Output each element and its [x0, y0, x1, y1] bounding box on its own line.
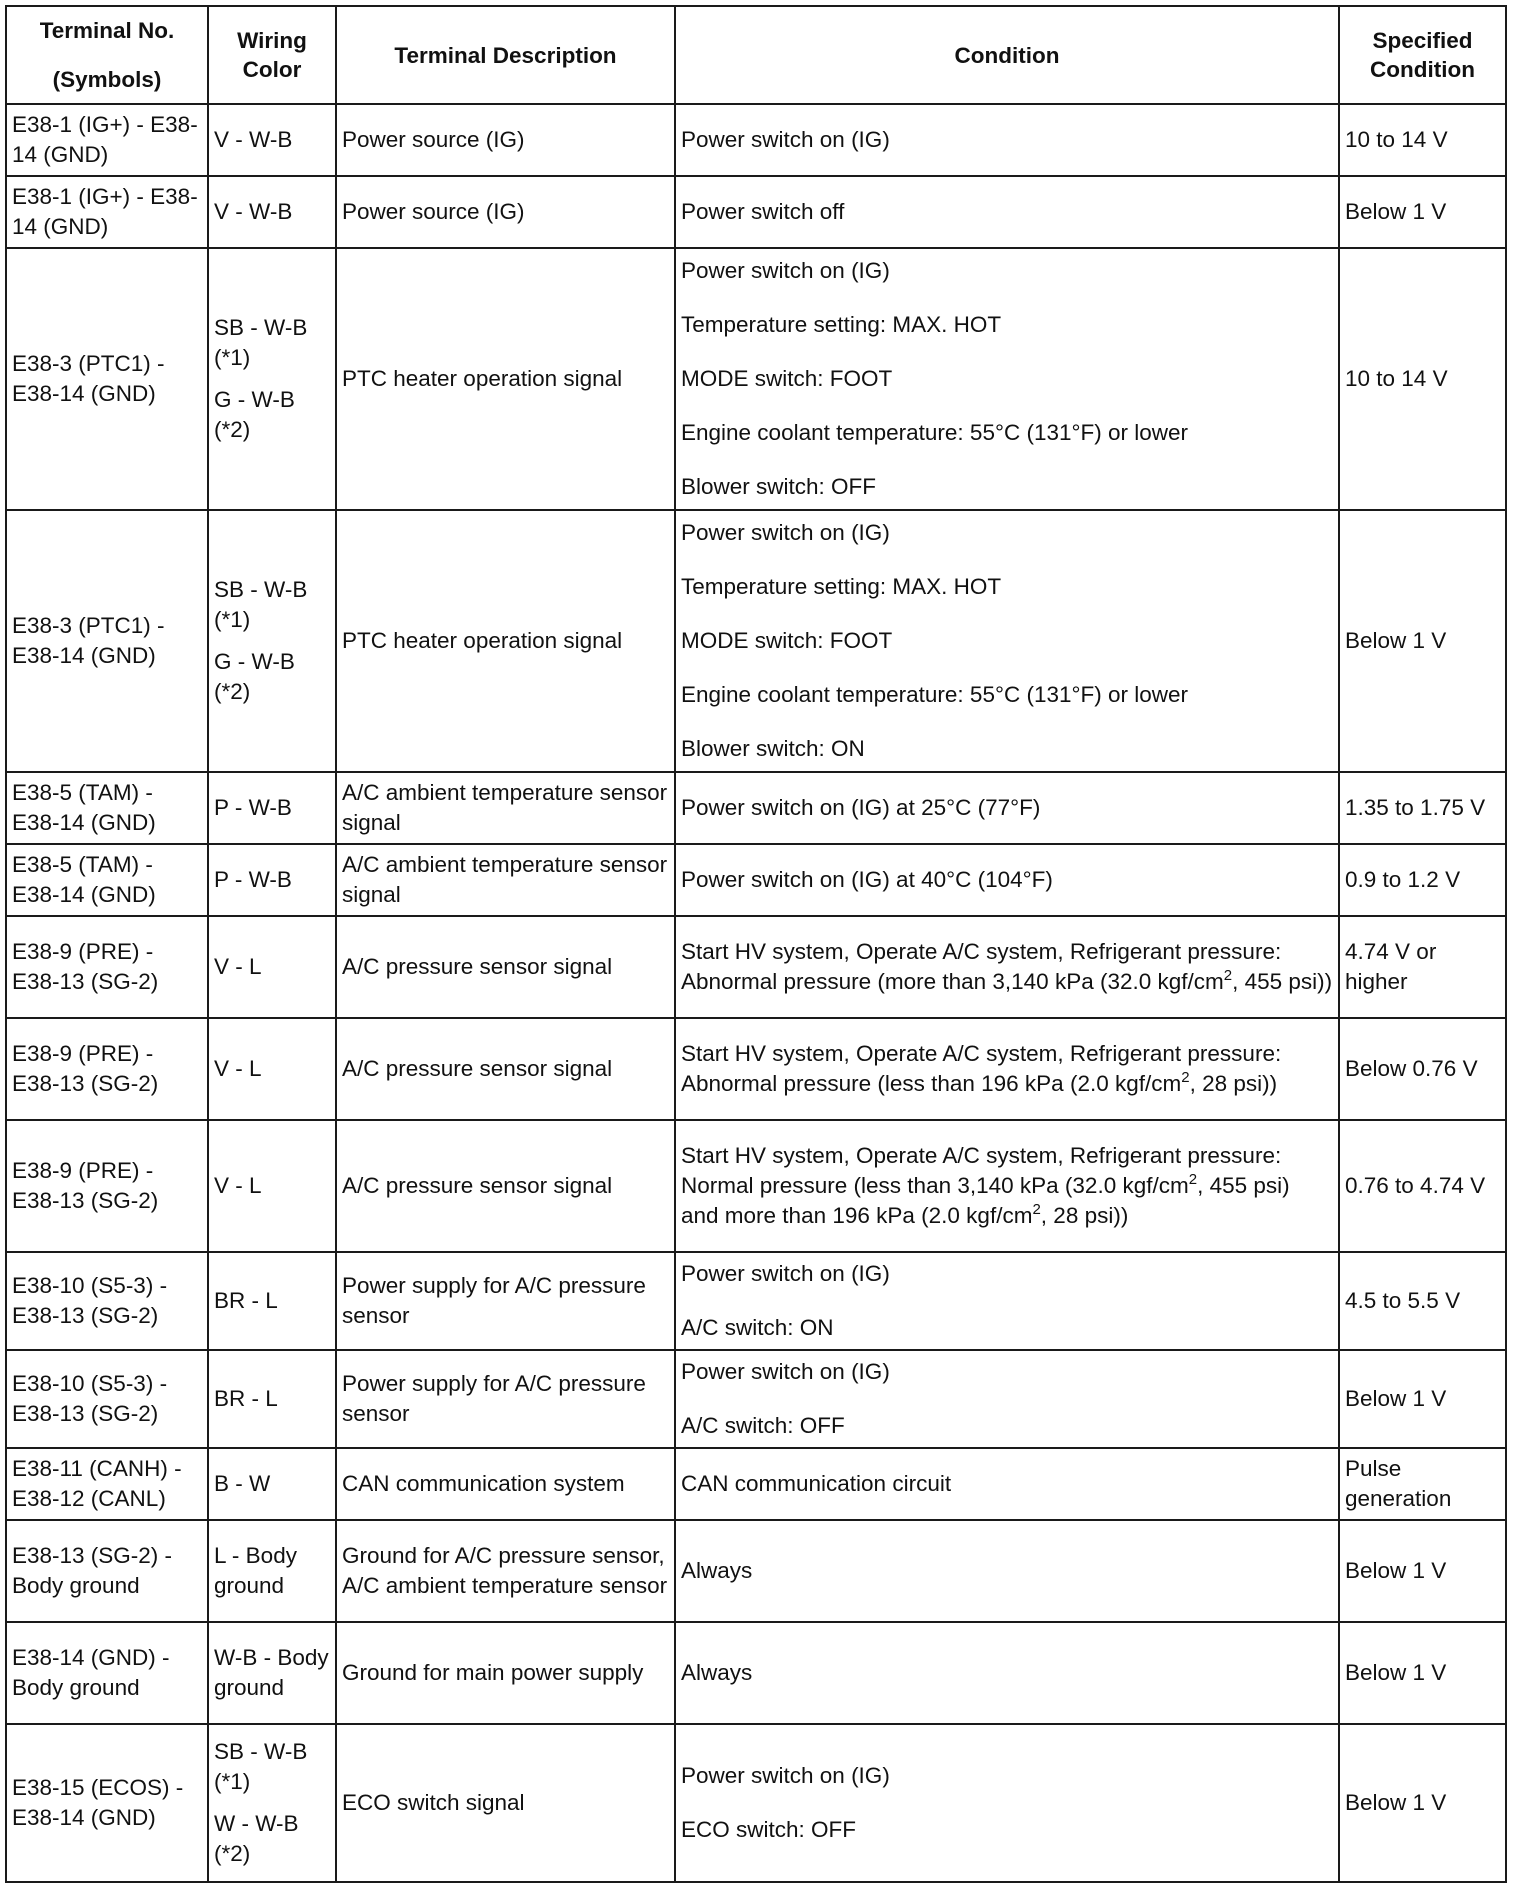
- condition-text: Start HV system, Operate A/C system, Refrigerant pressure: Abnormal pressure (less than 196 kPa (2.0 kgf/cm: [681, 1041, 1282, 1096]
- terminal-cell: E38-13 (SG-2) - Body ground: [6, 1520, 208, 1622]
- description-cell: ECO switch signal: [336, 1724, 675, 1882]
- terminal-cell: E38-9 (PRE) - E38-13 (SG-2): [6, 916, 208, 1018]
- specified-cell: Below 1 V: [1339, 1622, 1506, 1724]
- specified-cell: 0.76 to 4.74 V: [1339, 1120, 1506, 1252]
- condition-cell: [675, 1350, 1339, 1448]
- wiring-line: SB - W-B (*1): [214, 577, 308, 632]
- description-cell: Ground for main power supply: [336, 1622, 675, 1724]
- header-condition: Condition: [675, 6, 1339, 104]
- description-cell: Power source (IG): [336, 176, 675, 248]
- wiring-cell: V - W-B: [208, 104, 336, 176]
- terminal-cell: E38-5 (TAM) - E38-14 (GND): [6, 844, 208, 916]
- wiring-cell: V - L: [208, 916, 336, 1018]
- table-row: [6, 248, 1506, 510]
- condition-cell: Power switch on (IG) at 40°C (104°F): [675, 844, 1339, 916]
- wiring-line: SB - W-B (*1): [214, 1739, 308, 1794]
- description-cell: A/C pressure sensor signal: [336, 1120, 675, 1252]
- condition-line: Engine coolant temperature: 55°C (131°F) or lower: [681, 420, 1188, 445]
- superscript: 2: [1032, 1201, 1041, 1218]
- specified-cell: Below 1 V: [1339, 510, 1506, 772]
- table-row: [6, 1252, 1506, 1350]
- terminal-cell: E38-14 (GND) - Body ground: [6, 1622, 208, 1724]
- condition-cell: Always: [675, 1622, 1339, 1724]
- header-wiring-color: Wiring Color: [208, 6, 336, 104]
- condition-cell: Always: [675, 1520, 1339, 1622]
- specified-cell: Below 1 V: [1339, 1350, 1506, 1448]
- condition-text: Start HV system, Operate A/C system, Refrigerant pressure: Abnormal pressure (more than 3,140 kPa (32.0 kgf/cm: [681, 939, 1282, 994]
- table-row: [6, 1350, 1506, 1448]
- condition-line: Power switch on (IG): [681, 1261, 890, 1286]
- wiring-cell: W-B - Body ground: [208, 1622, 336, 1724]
- terminal-cell: E38-5 (TAM) - E38-14 (GND): [6, 772, 208, 844]
- condition-cell: [675, 248, 1339, 510]
- condition-text: , 28 psi)): [1040, 1203, 1129, 1228]
- condition-line: Blower switch: OFF: [681, 474, 877, 499]
- wiring-cell: V - W-B: [208, 176, 336, 248]
- terminal-cell: E38-10 (S5-3) - E38-13 (SG-2): [6, 1350, 208, 1448]
- condition-cell: Power switch on (IG) at 25°C (77°F): [675, 772, 1339, 844]
- terminal-cell: E38-11 (CANH) - E38-12 (CANL): [6, 1448, 208, 1520]
- wiring-line: SB - W-B (*1): [214, 315, 308, 370]
- specified-cell: 4.74 V or higher: [1339, 916, 1506, 1018]
- table-row: [6, 1018, 1506, 1120]
- wiring-cell: L - Body ground: [208, 1520, 336, 1622]
- superscript: 2: [1223, 967, 1233, 984]
- terminal-cell: E38-15 (ECOS) - E38-14 (GND): [6, 1724, 208, 1882]
- condition-cell: [675, 1018, 1339, 1120]
- condition-text: , 28 psi)): [1189, 1071, 1278, 1096]
- condition-cell: [675, 1120, 1339, 1252]
- condition-line: MODE switch: FOOT: [681, 366, 893, 391]
- table-row: [6, 1448, 1506, 1520]
- table-row: [6, 104, 1506, 176]
- wiring-cell: [208, 510, 336, 772]
- condition-cell: [675, 1724, 1339, 1882]
- wiring-cell: P - W-B: [208, 772, 336, 844]
- table-row: [6, 772, 1506, 844]
- terminal-cell: E38-3 (PTC1) - E38-14 (GND): [6, 248, 208, 510]
- wiring-cell: BR - L: [208, 1350, 336, 1448]
- table-row: [6, 1120, 1506, 1252]
- condition-line: Power switch on (IG): [681, 1359, 890, 1384]
- wiring-line: W - W-B (*2): [214, 1811, 299, 1866]
- condition-line: MODE switch: FOOT: [681, 628, 893, 653]
- terminal-cell: E38-1 (IG+) - E38-14 (GND): [6, 176, 208, 248]
- specified-cell: 4.5 to 5.5 V: [1339, 1252, 1506, 1350]
- specified-cell: Below 1 V: [1339, 1520, 1506, 1622]
- condition-line: A/C switch: ON: [681, 1315, 834, 1340]
- condition-line: Blower switch: ON: [681, 736, 865, 761]
- wiring-cell: [208, 248, 336, 510]
- header-terminal: Terminal No. (Symbols): [6, 6, 208, 104]
- table-row: [6, 844, 1506, 916]
- wiring-cell: BR - L: [208, 1252, 336, 1350]
- table-row: [6, 1622, 1506, 1724]
- specified-cell: Below 0.76 V: [1339, 1018, 1506, 1120]
- description-cell: Power supply for A/C pressure sensor: [336, 1252, 675, 1350]
- description-cell: A/C pressure sensor signal: [336, 916, 675, 1018]
- condition-line: ECO switch: OFF: [681, 1817, 857, 1842]
- superscript: 2: [1188, 1171, 1198, 1188]
- wiring-line: G - W-B (*2): [214, 649, 295, 704]
- condition-cell: [675, 916, 1339, 1018]
- condition-cell: Power switch on (IG): [675, 104, 1339, 176]
- specified-cell: 1.35 to 1.75 V: [1339, 772, 1506, 844]
- specified-cell: Below 1 V: [1339, 176, 1506, 248]
- description-cell: Ground for A/C pressure sensor, A/C ambient temperature sensor: [336, 1520, 675, 1622]
- description-cell: CAN communication system: [336, 1448, 675, 1520]
- condition-line: Power switch on (IG): [681, 258, 890, 283]
- description-cell: A/C ambient temperature sensor signal: [336, 772, 675, 844]
- header-terminal-description: Terminal Description: [336, 6, 675, 104]
- condition-text: , 455 psi) and more than 196 kPa (2.0 kgf/cm: [681, 1173, 1290, 1228]
- terminal-cell: E38-1 (IG+) - E38-14 (GND): [6, 104, 208, 176]
- wiring-cell: [208, 1724, 336, 1882]
- condition-line: Power switch on (IG): [681, 1763, 890, 1788]
- condition-line: A/C switch: OFF: [681, 1413, 845, 1438]
- specified-cell: Below 1 V: [1339, 1724, 1506, 1882]
- description-cell: Power source (IG): [336, 104, 675, 176]
- description-cell: A/C ambient temperature sensor signal: [336, 844, 675, 916]
- superscript: 2: [1181, 1069, 1190, 1086]
- condition-text: , 455 psi)): [1232, 969, 1333, 994]
- terminal-spec-table: [5, 5, 1507, 1883]
- condition-line: Temperature setting: MAX. HOT: [681, 312, 1002, 337]
- table-row: [6, 510, 1506, 772]
- description-cell: A/C pressure sensor signal: [336, 1018, 675, 1120]
- specified-cell: 10 to 14 V: [1339, 248, 1506, 510]
- table-row: [6, 176, 1506, 248]
- table-row: [6, 1724, 1506, 1882]
- condition-cell: [675, 1252, 1339, 1350]
- terminal-cell: E38-9 (PRE) - E38-13 (SG-2): [6, 1120, 208, 1252]
- condition-cell: Power switch off: [675, 176, 1339, 248]
- description-cell: PTC heater operation signal: [336, 248, 675, 510]
- table-row: [6, 916, 1506, 1018]
- table-row: [6, 1520, 1506, 1622]
- terminal-cell: E38-9 (PRE) - E38-13 (SG-2): [6, 1018, 208, 1120]
- condition-line: Temperature setting: MAX. HOT: [681, 574, 1002, 599]
- specified-cell: 0.9 to 1.2 V: [1339, 844, 1506, 916]
- header-specified-condition: Specified Condition: [1339, 6, 1506, 104]
- condition-cell: [675, 510, 1339, 772]
- condition-line: Power switch on (IG): [681, 520, 890, 545]
- wiring-cell: P - W-B: [208, 844, 336, 916]
- terminal-cell: E38-3 (PTC1) - E38-14 (GND): [6, 510, 208, 772]
- specified-cell: 10 to 14 V: [1339, 104, 1506, 176]
- wiring-cell: V - L: [208, 1018, 336, 1120]
- wiring-cell: B - W: [208, 1448, 336, 1520]
- header-row: [6, 6, 1506, 104]
- description-cell: Power supply for A/C pressure sensor: [336, 1350, 675, 1448]
- wiring-line: G - W-B (*2): [214, 387, 295, 442]
- terminal-cell: E38-10 (S5-3) - E38-13 (SG-2): [6, 1252, 208, 1350]
- condition-line: Engine coolant temperature: 55°C (131°F) or lower: [681, 682, 1188, 707]
- condition-cell: CAN communication circuit: [675, 1448, 1339, 1520]
- description-cell: PTC heater operation signal: [336, 510, 675, 772]
- wiring-cell: V - L: [208, 1120, 336, 1252]
- terminal-spec-table-wrapper: [5, 5, 1507, 1883]
- condition-text: Start HV system, Operate A/C system, Refrigerant pressure: Normal pressure (less than 3,140 kPa (32.0 kgf/cm: [681, 1143, 1282, 1198]
- specified-cell: Pulse generation: [1339, 1448, 1506, 1520]
